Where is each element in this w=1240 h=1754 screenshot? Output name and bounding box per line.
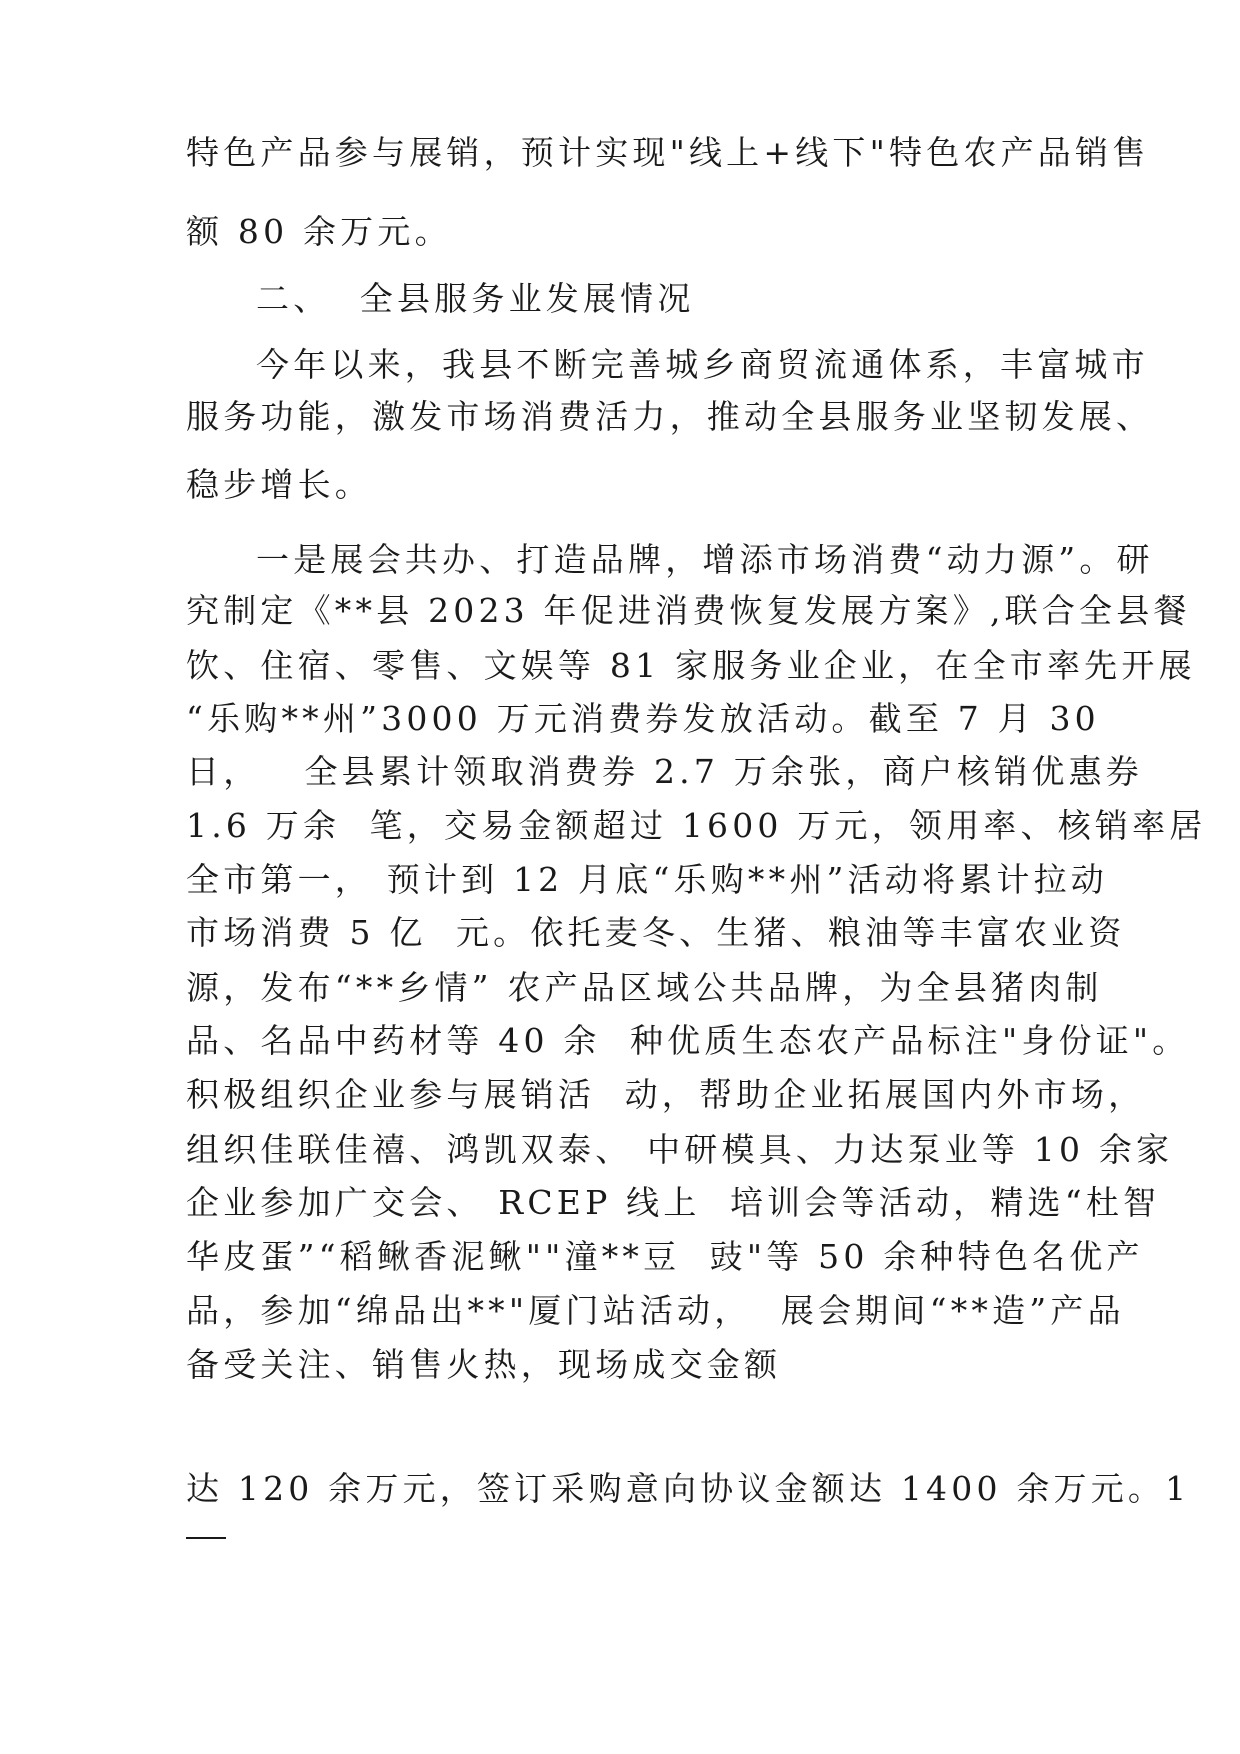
paragraph-line: 日， 全县累计领取消费券 2.7 万余张，商户核销优惠券	[186, 752, 1143, 791]
paragraph-line: 服务功能，激发市场消费活力，推动全县服务业坚韧发展、	[186, 397, 1154, 436]
paragraph-line: 企业参加广交会、 RCEP 线上 培训会等活动，精选“杜智	[186, 1183, 1161, 1222]
paragraph-line: 备受关注、销售火热，现场成交金额	[186, 1345, 782, 1384]
paragraph-line: “乐购**州”3000 万元消费券发放活动。截至 7 月 30	[186, 699, 1100, 738]
paragraph-line: 达 120 余万元，签订采购意向协议金额达 1400 余万元。1	[186, 1469, 1191, 1508]
paragraph-line: 饮、住宿、零售、文娱等 81 家服务业企业，在全市率先开展	[186, 646, 1196, 685]
paragraph-line: 品，参加“绵品出**"厦门站活动， 展会期间“**造”产品	[186, 1291, 1125, 1330]
paragraph-line: 额 80 余万元。	[186, 212, 452, 251]
page-number-dash	[186, 1537, 226, 1539]
paragraph-line: 稳步增长。	[186, 465, 372, 504]
paragraph-line: 一是展会共办、打造品牌，增添市场消费“动力源”。研	[256, 540, 1154, 579]
paragraph-line: 组织佳联佳禧、鸿凯双泰、 中研模具、力达泵业等 10 余家	[186, 1130, 1174, 1169]
paragraph-line: 究制定《**县 2023 年促进消费恢复发展方案》,联合全县餐	[186, 591, 1191, 630]
paragraph-line: 源，发布“**乡情” 农产品区域公共品牌，为全县猪肉制	[186, 968, 1103, 1007]
paragraph-line: 全市第一， 预计到 12 月底“乐购**州”活动将累计拉动	[186, 860, 1109, 899]
paragraph-line: 1.6 万余 笔，交易金额超过 1600 万元，领用率、核销率居	[186, 806, 1207, 845]
paragraph-line: 积极组织企业参与展销活 动，帮助企业拓展国内外市场，	[186, 1075, 1146, 1114]
paragraph-line: 品、名品中药材等 40 余 种优质生态农产品标注"身份证"。	[186, 1021, 1190, 1060]
paragraph-line: 今年以来，我县不断完善城乡商贸流通体系，丰富城市	[256, 345, 1149, 384]
paragraph-line: 华皮蛋”“稻鳅香泥鳅""潼**豆 豉"等 50 余种特色名优产	[186, 1237, 1144, 1276]
section-heading: 二、 全县服务业发展情况	[256, 279, 695, 318]
paragraph-line: 市场消费 5 亿 元。依托麦冬、生猪、粮油等丰富农业资	[186, 913, 1126, 952]
paragraph-line: 特色产品参与展销，预计实现"线上+线下"特色农产品销售	[186, 133, 1150, 172]
